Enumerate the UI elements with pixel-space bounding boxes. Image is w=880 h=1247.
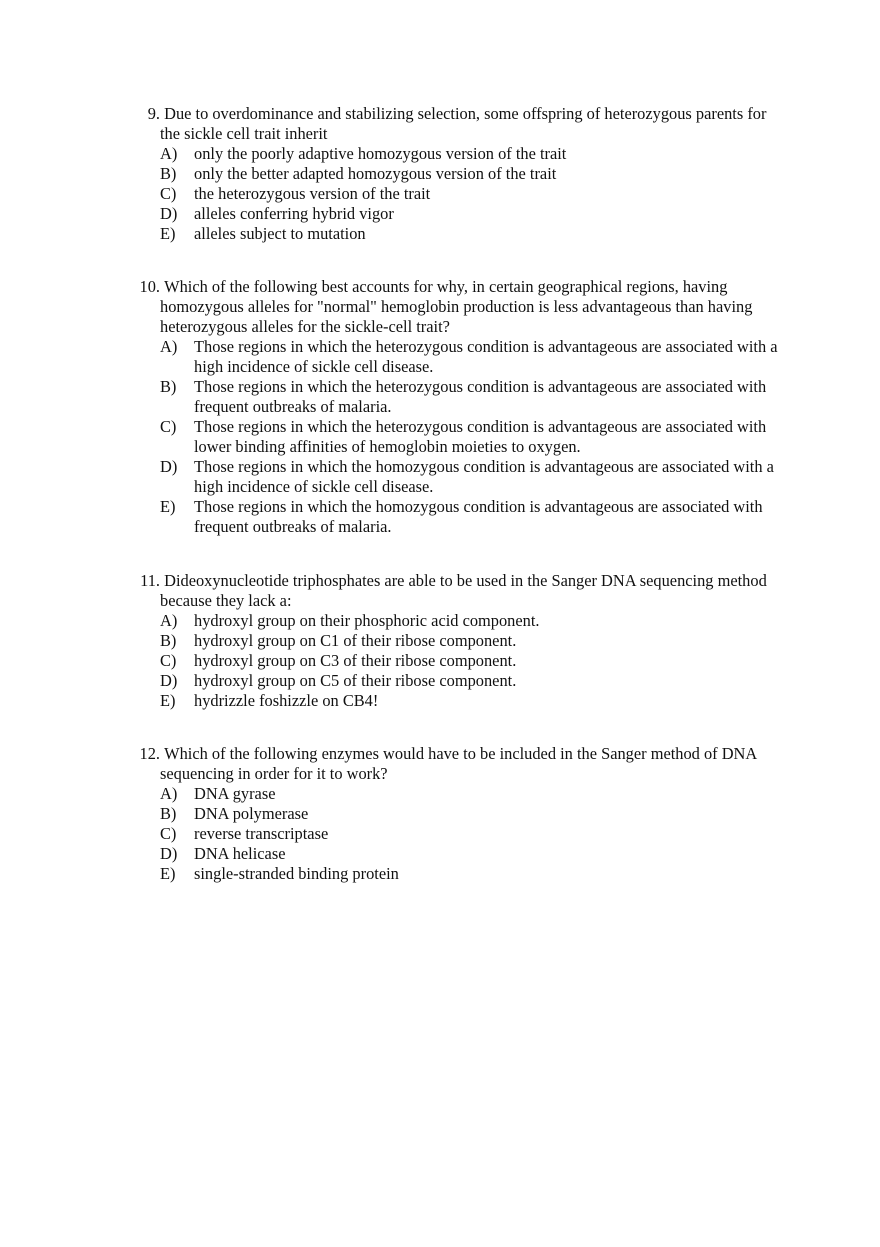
option-text: Those regions in which the homozygous condition is advantageous are associated with a high incidence of sickle cell disease. [194, 457, 774, 496]
option-text: DNA helicase [194, 844, 286, 863]
option-text: reverse transcriptase [194, 824, 329, 843]
option-text: Those regions in which the homozygous condition is advantageous are associated with frequent outbreaks of malaria. [194, 497, 763, 536]
option-e [160, 864, 784, 884]
answer-options [124, 611, 784, 711]
option-letter: D) [160, 671, 178, 690]
option-text: only the poorly adaptive homozygous version of the trait [194, 144, 567, 163]
option-letter: A) [160, 611, 178, 630]
question-number: 12. [139, 744, 160, 763]
option-text: single-stranded binding protein [194, 864, 399, 883]
option-text: alleles subject to mutation [194, 224, 366, 243]
question-number: 11. [140, 571, 160, 590]
question-stem: Due to overdominance and stabilizing selection, some offspring of heterozygous parents for the sickle cell trait inherit [160, 104, 767, 143]
option-letter: A) [160, 784, 178, 803]
option-text: alleles conferring hybrid vigor [194, 204, 394, 223]
option-letter: E) [160, 864, 176, 883]
option-d [160, 844, 784, 864]
answer-options [124, 144, 784, 244]
option-letter: E) [160, 224, 176, 243]
option-c [160, 417, 784, 457]
option-letter: D) [160, 457, 178, 476]
option-text: DNA gyrase [194, 784, 276, 803]
option-letter: B) [160, 631, 177, 650]
option-b [160, 631, 784, 651]
option-text: Those regions in which the heterozygous condition is advantageous are associated with a high incidence of sickle cell disease. [194, 337, 778, 376]
option-text: hydrizzle foshizzle on CB4! [194, 691, 379, 710]
option-text: the heterozygous version of the trait [194, 184, 431, 203]
option-e [160, 691, 784, 711]
option-letter: C) [160, 651, 177, 670]
option-a [160, 784, 784, 804]
option-b [160, 804, 784, 824]
option-letter: E) [160, 497, 176, 516]
option-text: Those regions in which the heterozygous condition is advantageous are associated with frequent outbreaks of malaria. [194, 377, 767, 416]
option-text: hydroxyl group on C5 of their ribose component. [194, 671, 517, 690]
option-e [160, 224, 784, 244]
question-stem: Which of the following best accounts for why, in certain geographical regions, having homozygous alleles for "normal" hemoglobin production is less advantageous than having heterozygous alleles for the sickle-cell trait? [160, 277, 753, 336]
option-letter: B) [160, 804, 177, 823]
answer-options [124, 337, 784, 537]
option-letter: B) [160, 164, 177, 183]
option-text: DNA polymerase [194, 804, 309, 823]
question-10 [124, 277, 784, 537]
option-a [160, 337, 784, 377]
option-text: Those regions in which the heterozygous condition is advantageous are associated with lower binding affinities of hemoglobin moieties to oxygen. [194, 417, 767, 456]
option-letter: A) [160, 144, 178, 163]
option-d [160, 457, 784, 497]
option-text: hydroxyl group on their phosphoric acid component. [194, 611, 540, 630]
option-letter: C) [160, 824, 177, 843]
option-d [160, 671, 784, 691]
option-letter: C) [160, 417, 177, 436]
option-text: only the better adapted homozygous version of the trait [194, 164, 557, 183]
option-c [160, 824, 784, 844]
question-stem: Which of the following enzymes would have to be included in the Sanger method of DNA sequencing in order for it to work? [160, 744, 757, 783]
answer-options [124, 784, 784, 884]
option-e [160, 497, 784, 537]
option-a [160, 144, 784, 164]
question-11 [124, 571, 784, 711]
question-12 [124, 744, 784, 884]
option-text: hydroxyl group on C3 of their ribose component. [194, 651, 517, 670]
option-letter: D) [160, 844, 178, 863]
option-letter: C) [160, 184, 177, 203]
option-letter: E) [160, 691, 176, 710]
option-c [160, 651, 784, 671]
option-a [160, 611, 784, 631]
question-stem: Dideoxynucleotide triphosphates are able to be used in the Sanger DNA sequencing method because they lack a: [160, 571, 767, 610]
question-9 [124, 104, 784, 244]
option-d [160, 204, 784, 224]
option-letter: D) [160, 204, 178, 223]
option-b [160, 377, 784, 417]
question-number: 10. [139, 277, 160, 296]
option-c [160, 184, 784, 204]
option-letter: B) [160, 377, 177, 396]
option-b [160, 164, 784, 184]
question-number: 9. [147, 104, 160, 123]
option-letter: A) [160, 337, 178, 356]
option-text: hydroxyl group on C1 of their ribose component. [194, 631, 517, 650]
